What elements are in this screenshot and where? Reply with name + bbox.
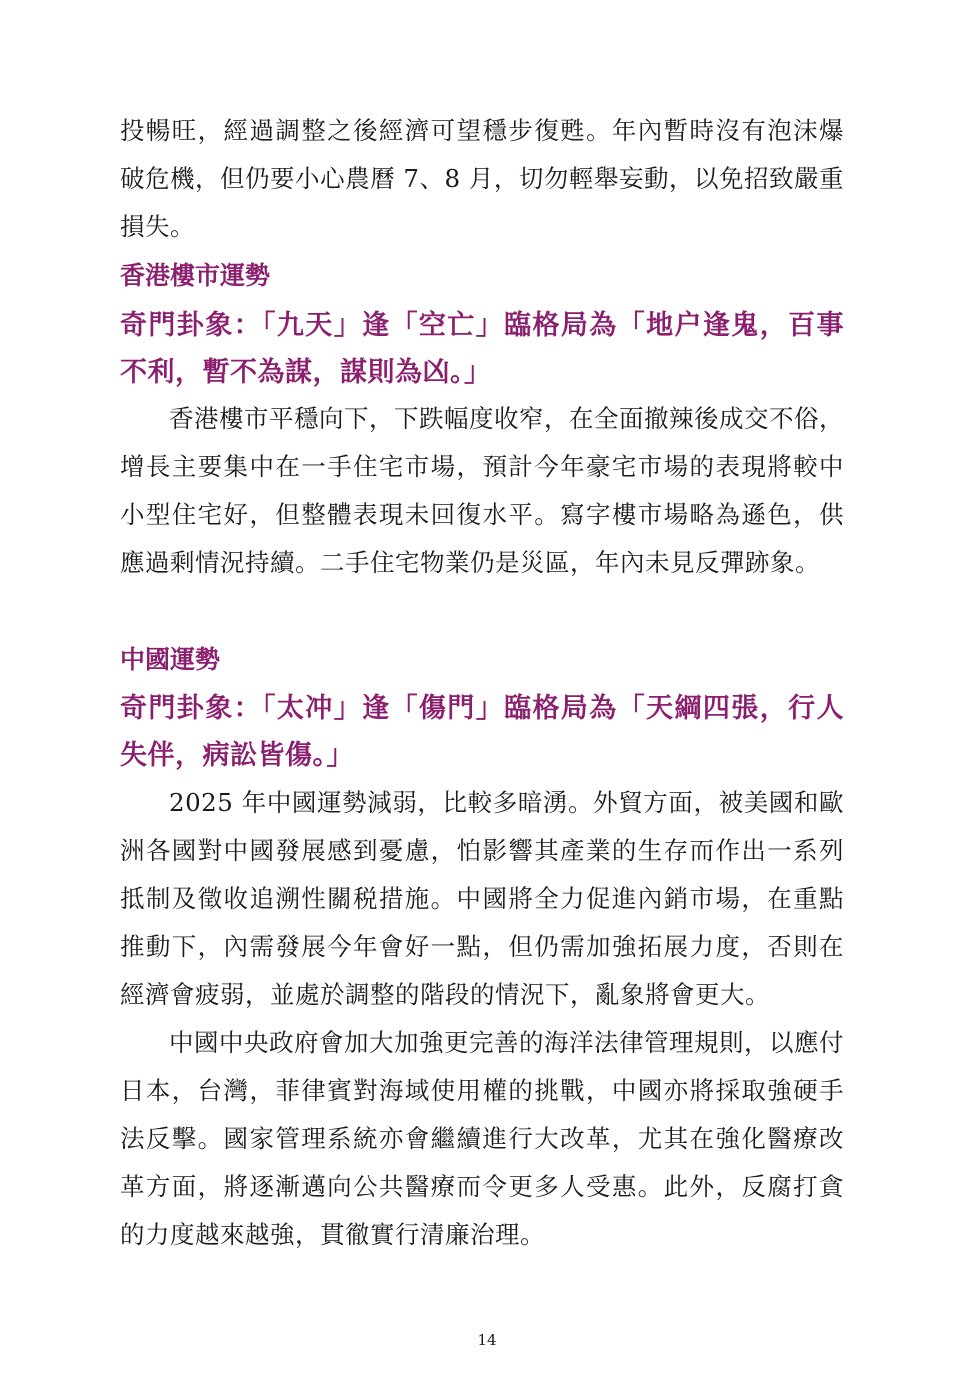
china-paragraph-2: 中國中央政府會加大加強更完善的海洋法律管理規則，以應付日本，台灣，菲律賓對海域使用權的挑戰，中國亦將採取強硬手法反擊。國家管理系統亦會繼續進行大改革，尤其在強化醫療改革方面，將逐漸邁向公共醫療而令更多人受惠。此外，反腐打貪的力度越來越強，貫徹實行清廉治理。 [120, 1028, 844, 1249]
hk-property-hexagram: 奇門卦象：「九天」逢「空亡」臨格局為「地户逢鬼，百事不利，暫不為謀，謀則為凶。」 [120, 310, 844, 388]
china-paragraph-1: 2025 年中國運勢減弱，比較多暗湧。外貿方面，被美國和歐洲各國對中國發展感到憂慮，怕影響其產業的生存而作出一系列抵制及徵收追溯性關税措施。中國將全力促進內銷市場，在重點推動下，內需發展今年會好一點，但仍需加強拓展力度，否則在經濟會疲弱，並處於調整的階段的情況下，亂象將會更大。 [120, 788, 844, 1009]
china-hexagram: 奇門卦象：「太冲」逢「傷門」臨格局為「天綱四張，行人失伴，病訟皆傷。」 [120, 693, 844, 771]
intro-paragraph: 投暢旺，經過調整之後經濟可望穩步復甦。年內暫時沒有泡沫爆破危機，但仍要小心農曆 7、8 月，切勿輕舉妄動，以免招致嚴重損失。 [120, 116, 844, 241]
hk-property-paragraph: 香港樓市平穩向下，下跌幅度收窄，在全面撤辣後成交不俗，增長主要集中在一手住宅市場，預計今年豪宅市場的表現將較中小型住宅好，但整體表現未回復水平。寫字樓市場略為遜色，供應過剩情況持續。二手住宅物業仍是災區，年內未見反彈跡象。 [120, 404, 844, 577]
china-section-title: 中國運勢 [120, 645, 221, 674]
hk-property-section-title: 香港樓市運勢 [120, 261, 271, 290]
page-number: 14 [477, 1331, 497, 1349]
